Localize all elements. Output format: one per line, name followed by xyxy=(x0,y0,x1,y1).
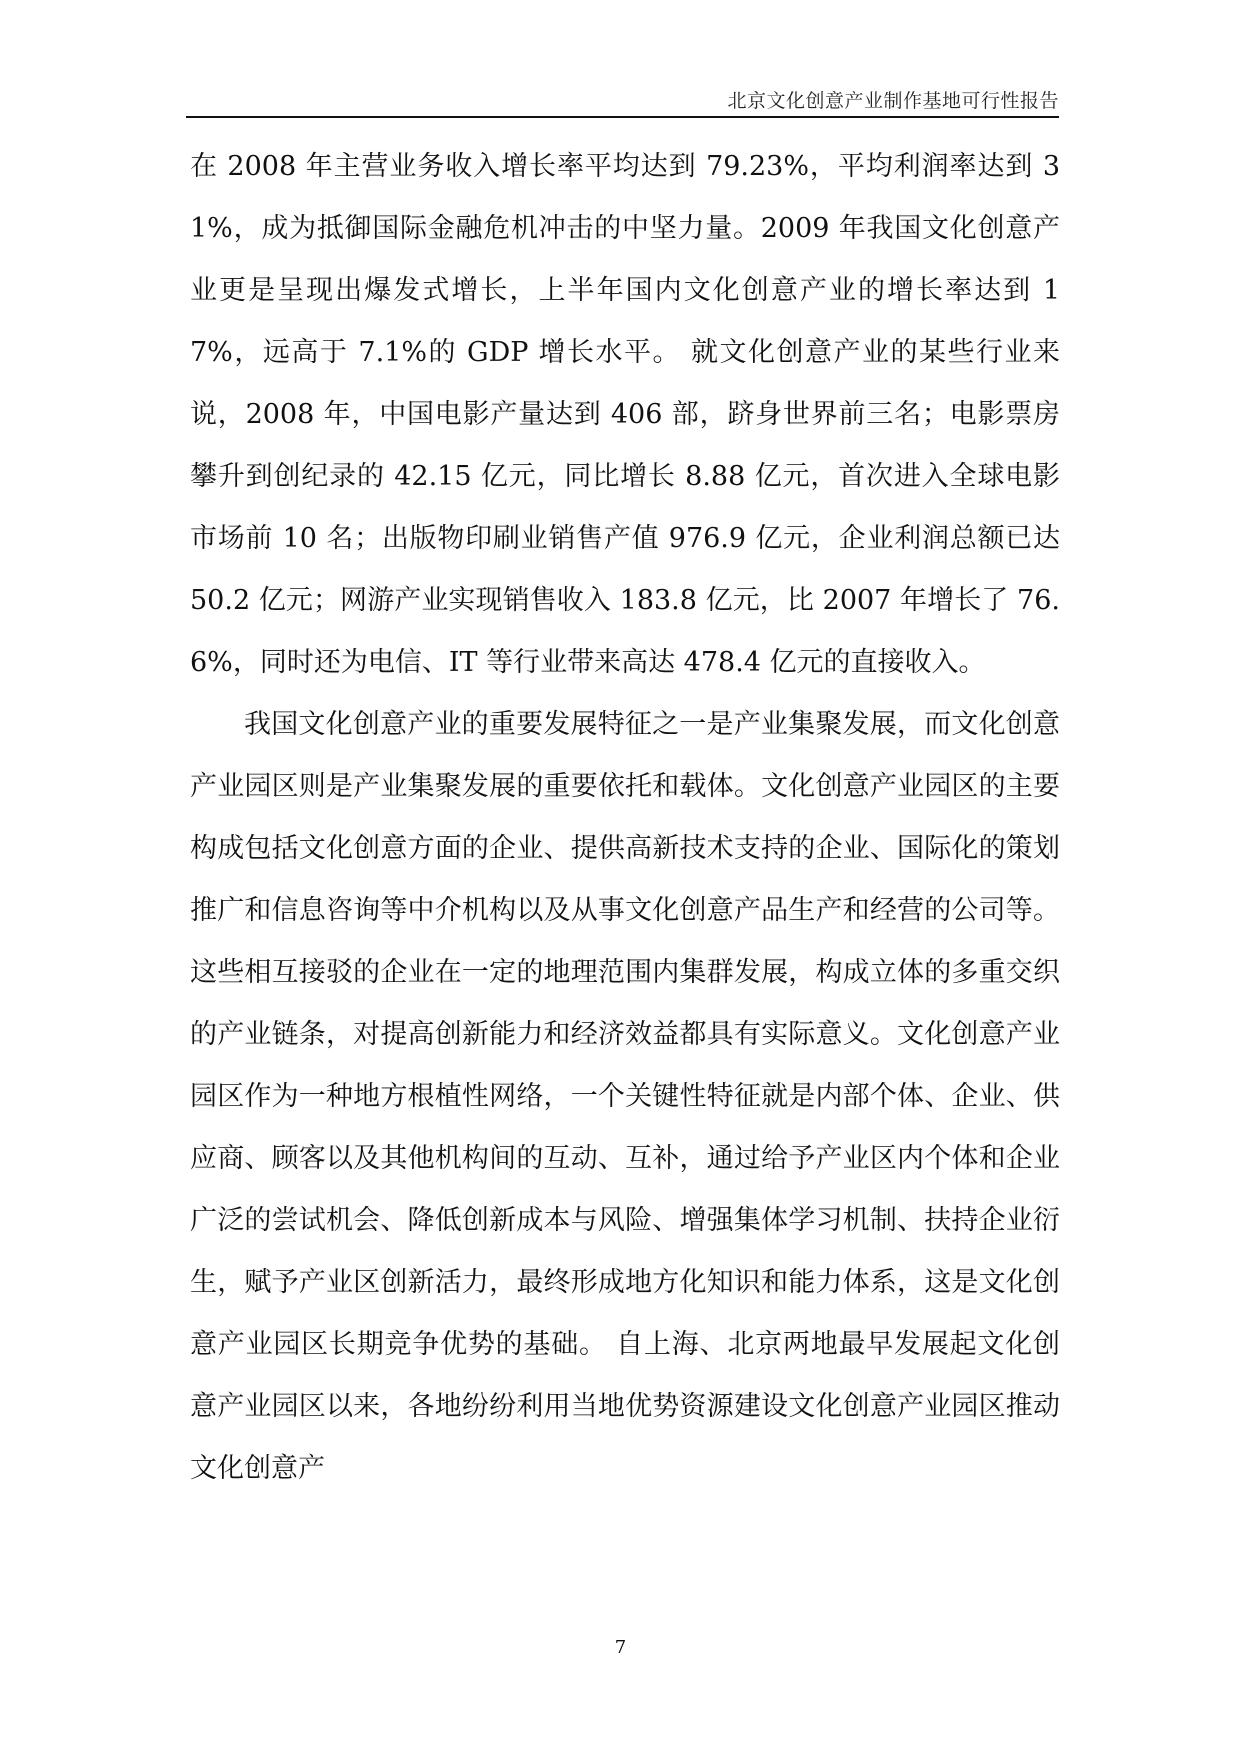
running-header: 北京文化创意产业制作基地可行性报告 xyxy=(727,90,1059,112)
paragraph-continuation: 在 2008 年主营业务收入增长率平均达到 79.23%，平均利润率达到 31%，成为抵御国际金融危机冲击的中坚力量。2009 年我国文化创意产业更是呈现出爆发式增长，上半年国内文化创意产业的增长率达到 17%，远高于 7.1%的 GDP 增长水平。 就文化创意产业的某些行业来说，2008 年，中国电影产量达到 406 部，跻身世界前三名；电影票房攀升到创纪录的 42.15 亿元，同比增长 8.88 亿元，首次进入全球电影市场前 10 名；出版物印刷业销售产值 976.9 亿元，企业利润总额已达 50.2 亿元；网游产业实现销售收入 183.8 亿元，比 2007 年增长了 76.6%，同时还为电信、IT 等行业带来高达 478.4 亿元的直接收入。 xyxy=(190,151,1060,678)
page-number: 7 xyxy=(614,1637,627,1658)
paragraph-industry-clusters: 我国文化创意产业的重要发展特征之一是产业集聚发展，而文化创意产业园区则是产业集聚发展的重要依托和载体。文化创意产业园区的主要构成包括文化创意方面的企业、提供高新技术支持的企业、国际化的策划推广和信息咨询等中介机构以及从事文化创意产品生产和经营的公司等。这些相互接驳的企业在一定的地理范围内集群发展，构成立体的多重交织的产业链条，对提高创新能力和经济效益都具有实际意义。文化创意产业园区作为一种地方根植性网络，一个关键性特征就是内部个体、企业、供应商、顾客以及其他机构间的互动、互补，通过给予产业区内个体和企业广泛的尝试机会、降低创新成本与风险、增强集体学习机制、扶持企业衍生，赋予产业区创新活力，最终形成地方化知识和能力体系，这是文化创意产业园区长期竞争优势的基础。 自上海、北京两地最早发展起文化创意产业园区以来，各地纷纷利用当地优势资源建设文化创意产业园区推动文化创意产 xyxy=(190,709,1060,1484)
body-text xyxy=(190,136,1060,1500)
header-rule xyxy=(186,116,1059,118)
